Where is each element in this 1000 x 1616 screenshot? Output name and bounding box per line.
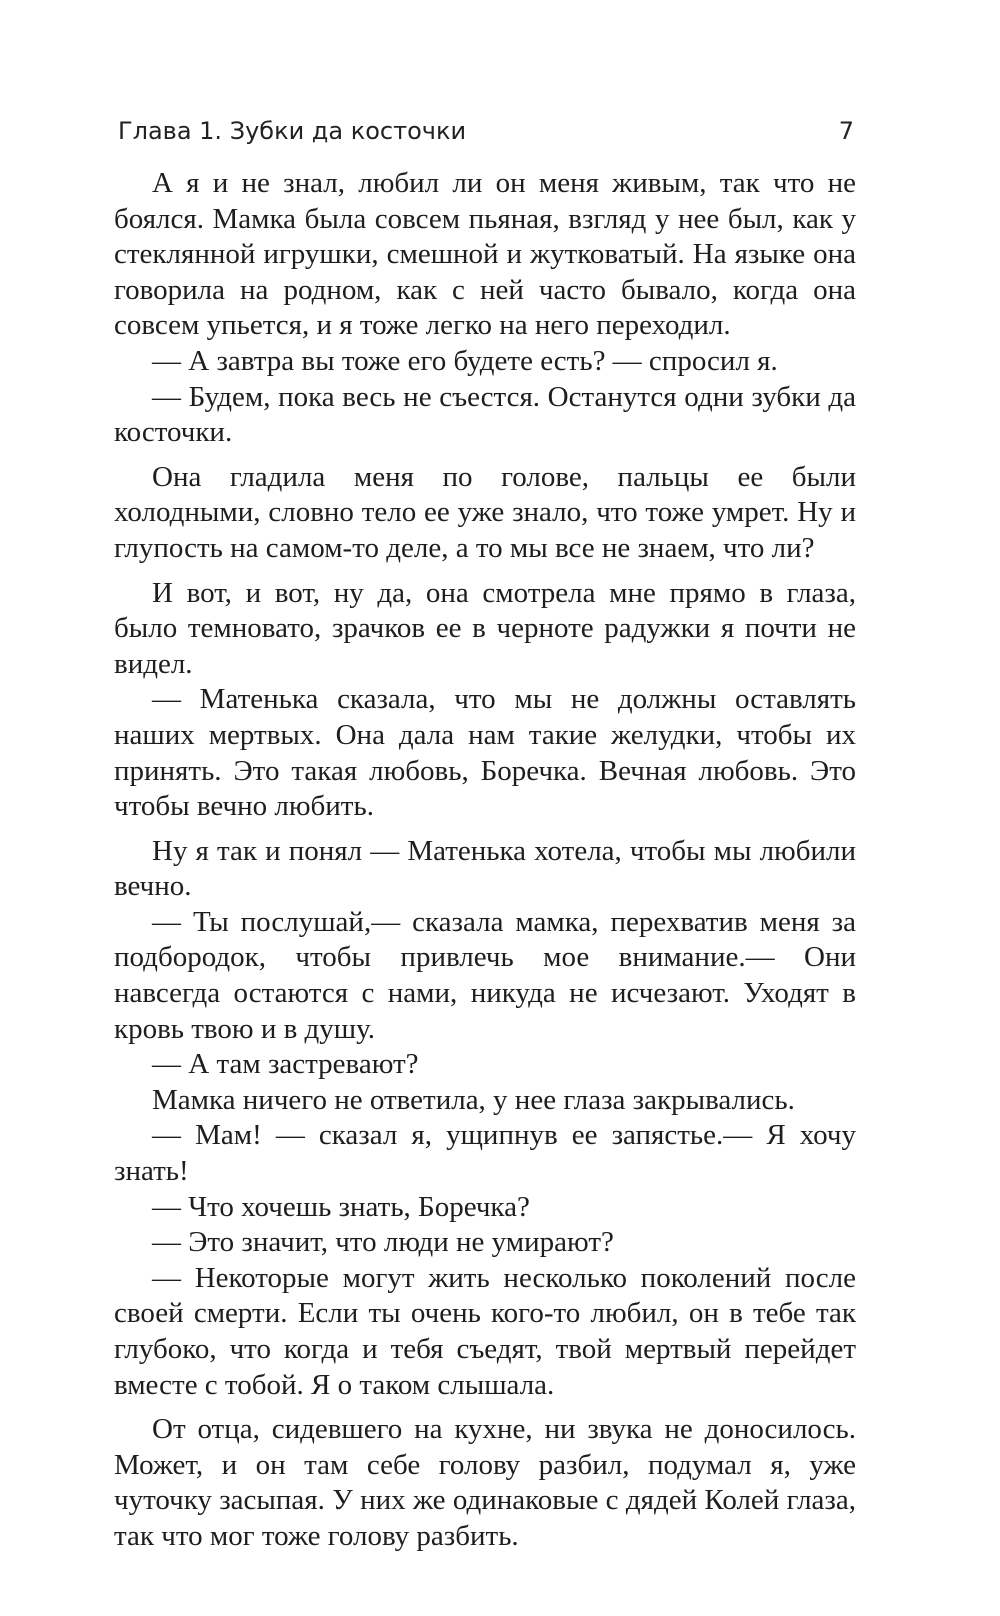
dialogue-line: — Мам! — сказал я, ущипнув ее запястье.— Я хочу знать! (114, 1119, 856, 1188)
dialogue-line: — Матенька сказала, что мы не должны оставлять наших мертвых. Она дала нам такие желудки, чтобы их принять. Это такая любовь, Боречка. Вечная любовь. Это чтобы вечно любить. (114, 683, 856, 823)
dialogue-line: — Ты послушай,— сказала мамка, перехватив меня за подбородок, чтобы привлечь мое внимание.— Они навсегда остаются с нами, никуда не исчезают. Уходят в кровь твою и в душу. (114, 905, 856, 1045)
page-number: 7 (838, 117, 854, 145)
running-header (118, 114, 854, 148)
body-text (114, 166, 856, 1555)
paragraph: И вот, и вот, ну да, она смотрела мне прямо в глаза, было темновато, зрачков ее в черноте радужки я почти не видел. (114, 576, 856, 680)
dialogue-line: — А там застревают? (152, 1048, 419, 1081)
dialogue-line: — Это значит, что люди не умирают? (152, 1226, 614, 1259)
chapter-title: Глава 1. Зубки да косточки (118, 117, 467, 145)
paragraph: Ну я так и понял — Матенька хотела, чтобы мы любили вечно. (114, 834, 856, 903)
dialogue-line: — Что хочешь знать, Боречка? (152, 1190, 530, 1223)
paragraph: От отца, сидевшего на кухне, ни звука не доносилось. Может, и он там себе голову разбил, подумал я, уже чуточку засыпая. У них же одинаковые с дядей Колей глаза, так что мог тоже голову разбить. (114, 1413, 856, 1552)
dialogue-line: — А завтра вы тоже его будете есть? — спросил я. (152, 344, 778, 377)
dialogue-line: — Некоторые могут жить несколько поколений после своей смерти. Если ты очень кого-то любил, он в тебе так глубоко, что когда и тебя съедят, твой мертвый перейдет вместе с тобой. Я о таком слышала. (114, 1261, 856, 1401)
paragraph: Мамка ничего не ответила, у нее глаза закрывались. (152, 1083, 795, 1116)
dialogue-line: — Будем, пока весь не съестся. Останутся одни зубки да косточки. (114, 380, 856, 449)
paragraph: А я и не знал, любил ли он меня живым, так что не боялся. Мамка была совсем пьяная, взгляд у нее был, как у стеклянной игрушки, смешной и жутковатый. На языке она говорила на родном, как с ней часто бывало, когда она совсем упьется, и я тоже легко на него переходил. (114, 167, 856, 342)
paragraph: Она гладила меня по голове, пальцы ее были холодными, словно тело ее уже знало, что тоже умрет. Ну и глупость на самом-то деле, а то мы все не знаем, что ли? (114, 460, 856, 564)
